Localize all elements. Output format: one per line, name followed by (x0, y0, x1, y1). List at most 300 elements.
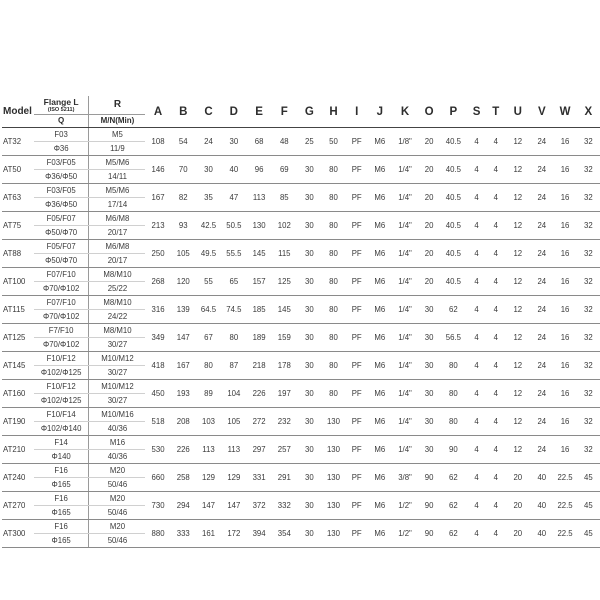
value-cell: 40.5 (440, 156, 467, 184)
value-cell: 120 (171, 268, 196, 296)
value-cell: 418 (145, 352, 170, 380)
flange-diameter-cell: Φ140 (34, 450, 89, 464)
flange-cell: F14 (34, 436, 89, 450)
table-row (2, 156, 600, 170)
r-cell: M5/M6 (89, 156, 146, 170)
value-cell: M6 (368, 352, 391, 380)
value-cell: 20 (419, 240, 440, 268)
value-cell: PF (345, 240, 368, 268)
value-cell: 16 (553, 212, 576, 240)
r-cell: M8/M10 (89, 268, 146, 282)
value-cell: 32 (577, 268, 600, 296)
value-cell: PF (345, 464, 368, 492)
table-row (2, 184, 600, 198)
value-cell: 47 (221, 184, 246, 212)
header-r-sub: M/N(Min) (89, 115, 146, 128)
value-cell: 24 (530, 156, 553, 184)
value-cell: 32 (577, 324, 600, 352)
value-cell: 56.5 (440, 324, 467, 352)
header-dim: O (419, 96, 440, 128)
r-cell: M6/M8 (89, 240, 146, 254)
value-cell: 16 (553, 156, 576, 184)
value-cell: 272 (247, 408, 272, 436)
header-flange (34, 96, 89, 115)
value-cell: M6 (368, 408, 391, 436)
header-dim: J (368, 96, 391, 128)
model-cell: AT240 (2, 464, 34, 492)
value-cell: 40.5 (440, 184, 467, 212)
header-dim: S (467, 96, 486, 128)
value-cell: 16 (553, 240, 576, 268)
value-cell: 90 (419, 492, 440, 520)
value-cell: 12 (505, 240, 530, 268)
value-cell: 4 (486, 212, 505, 240)
value-cell: 65 (221, 268, 246, 296)
value-cell: 40.5 (440, 240, 467, 268)
flange-cell: F7/F10 (34, 324, 89, 338)
r-size-cell: 50/46 (89, 506, 146, 520)
table-row (2, 128, 600, 142)
value-cell: 4 (486, 352, 505, 380)
value-cell: 297 (247, 436, 272, 464)
r-cell: M20 (89, 520, 146, 534)
value-cell: 32 (577, 184, 600, 212)
value-cell: 147 (196, 492, 221, 520)
table-row (2, 324, 600, 338)
value-cell: 40 (530, 520, 553, 548)
r-size-cell: 40/36 (89, 422, 146, 436)
value-cell: 68 (247, 128, 272, 156)
header-dim: B (171, 96, 196, 128)
value-cell: 4 (486, 464, 505, 492)
value-cell: 1/4" (391, 408, 418, 436)
r-size-cell: 30/27 (89, 366, 146, 380)
value-cell: 67 (196, 324, 221, 352)
header-dim: T (486, 96, 505, 128)
value-cell: 80 (322, 380, 345, 408)
value-cell: 16 (553, 324, 576, 352)
flange-diameter-cell: Φ102/Φ125 (34, 366, 89, 380)
value-cell: 30 (297, 156, 322, 184)
header-dim: I (345, 96, 368, 128)
value-cell: 130 (322, 408, 345, 436)
value-cell: 30 (297, 408, 322, 436)
value-cell: 4 (467, 212, 486, 240)
value-cell: 82 (171, 184, 196, 212)
value-cell: 1/2" (391, 520, 418, 548)
value-cell: 22.5 (553, 464, 576, 492)
flange-diameter-cell: Φ36/Φ50 (34, 198, 89, 212)
value-cell: 16 (553, 184, 576, 212)
value-cell: 167 (145, 184, 170, 212)
value-cell: 1/4" (391, 156, 418, 184)
value-cell: 74.5 (221, 296, 246, 324)
value-cell: 1/4" (391, 184, 418, 212)
value-cell: 50 (322, 128, 345, 156)
value-cell: 30 (297, 352, 322, 380)
value-cell: PF (345, 520, 368, 548)
table-row (2, 352, 600, 366)
value-cell: PF (345, 408, 368, 436)
value-cell: 105 (171, 240, 196, 268)
value-cell: M6 (368, 380, 391, 408)
r-cell: M8/M10 (89, 296, 146, 310)
value-cell: 4 (467, 324, 486, 352)
value-cell: 130 (322, 520, 345, 548)
flange-diameter-cell: Φ102/Φ125 (34, 394, 89, 408)
value-cell: PF (345, 128, 368, 156)
value-cell: M6 (368, 464, 391, 492)
value-cell: 40 (221, 156, 246, 184)
value-cell: 22.5 (553, 520, 576, 548)
r-cell: M20 (89, 464, 146, 478)
flange-cell: F07/F10 (34, 296, 89, 310)
value-cell: 89 (196, 380, 221, 408)
value-cell: 167 (171, 352, 196, 380)
table-row (2, 296, 600, 310)
value-cell: 4 (486, 128, 505, 156)
flange-diameter-cell: Φ70/Φ102 (34, 310, 89, 324)
value-cell: 193 (171, 380, 196, 408)
value-cell: 331 (247, 464, 272, 492)
flange-cell: F07/F10 (34, 268, 89, 282)
model-cell: AT210 (2, 436, 34, 464)
model-cell: AT125 (2, 324, 34, 352)
value-cell: PF (345, 324, 368, 352)
flange-diameter-cell: Φ36/Φ50 (34, 170, 89, 184)
value-cell: 185 (247, 296, 272, 324)
value-cell: 24 (530, 436, 553, 464)
table-body (2, 128, 600, 548)
value-cell: 30 (297, 296, 322, 324)
value-cell: 16 (553, 296, 576, 324)
header-dim: G (297, 96, 322, 128)
flange-diameter-cell: Φ70/Φ102 (34, 338, 89, 352)
value-cell: 96 (247, 156, 272, 184)
value-cell: 80 (322, 212, 345, 240)
value-cell: 20 (505, 464, 530, 492)
value-cell: 226 (247, 380, 272, 408)
value-cell: 30 (419, 352, 440, 380)
value-cell: PF (345, 380, 368, 408)
value-cell: M6 (368, 240, 391, 268)
value-cell: 130 (322, 436, 345, 464)
value-cell: 4 (467, 520, 486, 548)
value-cell: 30 (196, 156, 221, 184)
value-cell: 32 (577, 128, 600, 156)
r-cell: M16 (89, 436, 146, 450)
value-cell: PF (345, 352, 368, 380)
value-cell: 12 (505, 408, 530, 436)
value-cell: M6 (368, 212, 391, 240)
value-cell: 145 (272, 296, 297, 324)
value-cell: 90 (419, 464, 440, 492)
value-cell: 80 (322, 324, 345, 352)
value-cell: 730 (145, 492, 170, 520)
value-cell: 660 (145, 464, 170, 492)
value-cell: 16 (553, 352, 576, 380)
value-cell: M6 (368, 184, 391, 212)
model-cell: AT115 (2, 296, 34, 324)
header-dim: P (440, 96, 467, 128)
value-cell: 85 (272, 184, 297, 212)
value-cell: 24 (530, 184, 553, 212)
header-dim: W (553, 96, 576, 128)
value-cell: 93 (171, 212, 196, 240)
value-cell: 24 (530, 408, 553, 436)
value-cell: 4 (467, 436, 486, 464)
value-cell: 45 (577, 520, 600, 548)
value-cell: 146 (145, 156, 170, 184)
value-cell: 12 (505, 380, 530, 408)
value-cell: 108 (145, 128, 170, 156)
value-cell: 16 (553, 436, 576, 464)
value-cell: 32 (577, 296, 600, 324)
value-cell: 880 (145, 520, 170, 548)
value-cell: 12 (505, 324, 530, 352)
flange-cell: F03/F05 (34, 156, 89, 170)
value-cell: 32 (577, 380, 600, 408)
table-row (2, 268, 600, 282)
r-cell: M8/M10 (89, 324, 146, 338)
header-dim: H (322, 96, 345, 128)
value-cell: 4 (486, 492, 505, 520)
value-cell: 16 (553, 380, 576, 408)
value-cell: 316 (145, 296, 170, 324)
header-model: Model (2, 96, 34, 128)
header-dim: U (505, 96, 530, 128)
value-cell: 1/4" (391, 268, 418, 296)
value-cell: 24 (530, 352, 553, 380)
value-cell: 45 (577, 464, 600, 492)
table-row (2, 464, 600, 478)
r-size-cell: 11/9 (89, 142, 146, 156)
dimensions-table (2, 96, 600, 548)
value-cell: 4 (467, 184, 486, 212)
value-cell: 1/8" (391, 128, 418, 156)
flange-diameter-cell: Φ165 (34, 478, 89, 492)
flange-cell: F10/F14 (34, 408, 89, 422)
value-cell: 145 (247, 240, 272, 268)
header-dim: F (272, 96, 297, 128)
flange-cell: F10/F12 (34, 352, 89, 366)
value-cell: 90 (440, 436, 467, 464)
model-cell: AT270 (2, 492, 34, 520)
value-cell: 4 (486, 324, 505, 352)
flange-cell: F05/F07 (34, 212, 89, 226)
value-cell: 12 (505, 436, 530, 464)
table-row (2, 408, 600, 422)
value-cell: 62 (440, 492, 467, 520)
value-cell: 20 (419, 128, 440, 156)
value-cell: 20 (419, 184, 440, 212)
model-cell: AT75 (2, 212, 34, 240)
value-cell: 40.5 (440, 128, 467, 156)
value-cell: 50.5 (221, 212, 246, 240)
r-size-cell: 50/46 (89, 478, 146, 492)
model-cell: AT63 (2, 184, 34, 212)
value-cell: 159 (272, 324, 297, 352)
value-cell: 4 (467, 268, 486, 296)
value-cell: 3/8" (391, 464, 418, 492)
header-dim: A (145, 96, 170, 128)
r-size-cell: 30/27 (89, 394, 146, 408)
table-row (2, 436, 600, 450)
value-cell: 62 (440, 464, 467, 492)
value-cell: 518 (145, 408, 170, 436)
value-cell: 4 (486, 380, 505, 408)
value-cell: 80 (322, 268, 345, 296)
value-cell: 4 (486, 408, 505, 436)
flange-diameter-cell: Φ165 (34, 506, 89, 520)
value-cell: 1/4" (391, 380, 418, 408)
flange-diameter-cell: Φ50/Φ70 (34, 254, 89, 268)
value-cell: 20 (505, 492, 530, 520)
value-cell: 45 (577, 492, 600, 520)
value-cell: 1/4" (391, 212, 418, 240)
value-cell: PF (345, 212, 368, 240)
flange-cell: F16 (34, 520, 89, 534)
value-cell: 70 (171, 156, 196, 184)
value-cell: 268 (145, 268, 170, 296)
value-cell: 40.5 (440, 212, 467, 240)
value-cell: 25 (297, 128, 322, 156)
value-cell: M6 (368, 156, 391, 184)
flange-diameter-cell: Φ165 (34, 534, 89, 548)
value-cell: 208 (171, 408, 196, 436)
value-cell: 4 (467, 156, 486, 184)
value-cell: 80 (196, 352, 221, 380)
value-cell: PF (345, 492, 368, 520)
value-cell: 32 (577, 156, 600, 184)
value-cell: 113 (196, 436, 221, 464)
value-cell: M6 (368, 436, 391, 464)
flange-cell: F05/F07 (34, 240, 89, 254)
model-cell: AT300 (2, 520, 34, 548)
value-cell: 30 (297, 324, 322, 352)
value-cell: 4 (467, 296, 486, 324)
model-cell: AT190 (2, 408, 34, 436)
value-cell: 147 (221, 492, 246, 520)
value-cell: 354 (272, 520, 297, 548)
header-dim: C (196, 96, 221, 128)
r-size-cell: 25/22 (89, 282, 146, 296)
header-q: Q (34, 115, 89, 128)
value-cell: 294 (171, 492, 196, 520)
value-cell: M6 (368, 520, 391, 548)
value-cell: M6 (368, 324, 391, 352)
value-cell: 80 (322, 184, 345, 212)
table-row (2, 240, 600, 254)
r-size-cell: 24/22 (89, 310, 146, 324)
value-cell: 4 (467, 464, 486, 492)
value-cell: 24 (530, 128, 553, 156)
r-cell: M10/M12 (89, 352, 146, 366)
value-cell: 130 (322, 492, 345, 520)
value-cell: 20 (419, 156, 440, 184)
value-cell: 32 (577, 436, 600, 464)
table-row (2, 212, 600, 226)
value-cell: 30 (297, 492, 322, 520)
value-cell: 87 (221, 352, 246, 380)
value-cell: 62 (440, 520, 467, 548)
value-cell: 24 (530, 380, 553, 408)
value-cell: 30 (419, 324, 440, 352)
value-cell: 55.5 (221, 240, 246, 268)
value-cell: 258 (171, 464, 196, 492)
value-cell: PF (345, 296, 368, 324)
value-cell: 32 (577, 212, 600, 240)
value-cell: 1/4" (391, 324, 418, 352)
value-cell: 64.5 (196, 296, 221, 324)
value-cell: 4 (467, 492, 486, 520)
value-cell: 80 (221, 324, 246, 352)
value-cell: 1/4" (391, 436, 418, 464)
value-cell: 30 (297, 520, 322, 548)
value-cell: 213 (145, 212, 170, 240)
value-cell: M6 (368, 296, 391, 324)
value-cell: PF (345, 268, 368, 296)
value-cell: 105 (221, 408, 246, 436)
value-cell: 226 (171, 436, 196, 464)
value-cell: 1/4" (391, 352, 418, 380)
value-cell: 90 (419, 520, 440, 548)
header-dim: X (577, 96, 600, 128)
value-cell: 4 (467, 408, 486, 436)
value-cell: 30 (297, 240, 322, 268)
value-cell: 80 (440, 380, 467, 408)
flange-cell: F03 (34, 128, 89, 142)
value-cell: 1/4" (391, 240, 418, 268)
value-cell: PF (345, 156, 368, 184)
value-cell: 157 (247, 268, 272, 296)
r-cell: M5 (89, 128, 146, 142)
value-cell: 49.5 (196, 240, 221, 268)
value-cell: PF (345, 184, 368, 212)
table-row (2, 492, 600, 506)
value-cell: 257 (272, 436, 297, 464)
model-cell: AT88 (2, 240, 34, 268)
value-cell: M6 (368, 128, 391, 156)
value-cell: 24 (530, 240, 553, 268)
value-cell: 24 (530, 212, 553, 240)
model-cell: AT50 (2, 156, 34, 184)
value-cell: 20 (419, 212, 440, 240)
value-cell: 372 (247, 492, 272, 520)
header-r: R (89, 96, 146, 115)
value-cell: 80 (322, 156, 345, 184)
value-cell: 130 (247, 212, 272, 240)
value-cell: 30 (297, 212, 322, 240)
value-cell: 30 (419, 380, 440, 408)
value-cell: 333 (171, 520, 196, 548)
header-dim: E (247, 96, 272, 128)
value-cell: 113 (221, 436, 246, 464)
value-cell: 12 (505, 268, 530, 296)
value-cell: 4 (486, 240, 505, 268)
header-dim: K (391, 96, 418, 128)
value-cell: 40.5 (440, 268, 467, 296)
value-cell: 4 (467, 352, 486, 380)
value-cell: 139 (171, 296, 196, 324)
value-cell: 30 (297, 184, 322, 212)
r-cell: M5/M6 (89, 184, 146, 198)
value-cell: 125 (272, 268, 297, 296)
value-cell: 69 (272, 156, 297, 184)
value-cell: 178 (272, 352, 297, 380)
value-cell: 55 (196, 268, 221, 296)
value-cell: 250 (145, 240, 170, 268)
